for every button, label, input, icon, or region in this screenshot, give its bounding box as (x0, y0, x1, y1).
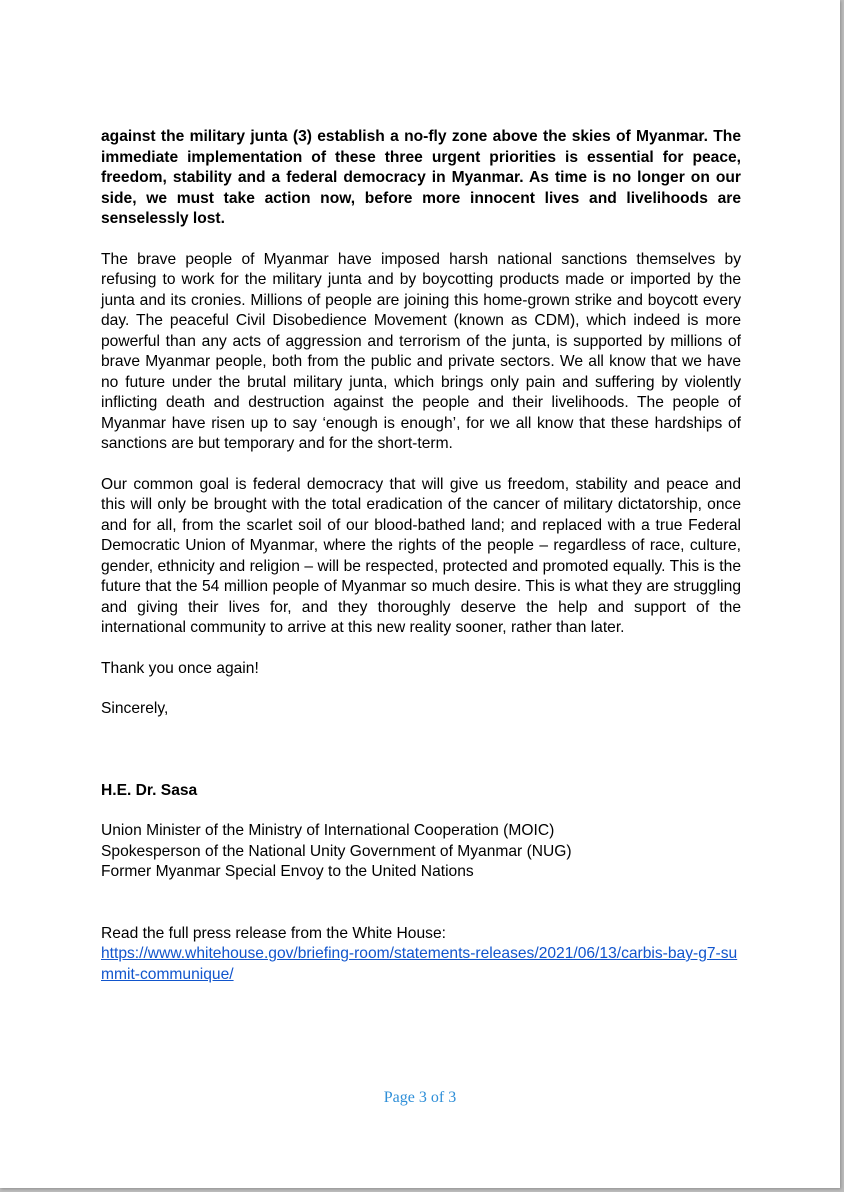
thanks-line: Thank you once again! (101, 659, 259, 677)
signatory-name: H.E. Dr. Sasa (101, 781, 198, 799)
role-line: Spokesperson of the National Unity Government of Myanmar (NUG) (101, 842, 572, 860)
bold-intro-paragraph: against the military junta (3) establish a no-fly zone above the skies of Myanmar. The immediate implementation of these three urgent priorities is essential for peace, freedom, stability and a federal democracy in Myanmar. As time is no longer on our side, we must take action now, before more innocent lives and livelihoods are senselessly lost. (101, 128, 741, 227)
closing-line: Sincerely, (101, 700, 169, 717)
sanctions-paragraph: The brave people of Myanmar have imposed harsh national sanctions themselves by refusing to work for the military junta and by boycotting products made or imported by the junta and its cronies. Millions of people are joining this home-grown strike and boycott every day. The peaceful Civil Disobedience Movement (known as CDM), which indeed is more powerful than any acts of aggression and terrorism of the junta, is supported by millions of brave Myanmar people, both from the public and private sectors. We all know that we have no future under the brutal military junta, which brings only pain and suffering by violently inflicting death and destruction against the people and their livelihoods. The people of Myanmar have risen up to say ‘enough is enough’, for we all know that these hardships of sanctions are but temporary and for the short-term. (101, 250, 741, 452)
press-release-intro: Read the full press release from the White House: (101, 924, 446, 942)
press-release-link[interactable]: https://www.whitehouse.gov/briefing-room/statements-releases/2021/06/13/carbis-bay-g7-summit-communique/ (101, 945, 738, 983)
page-number: Page 3 of 3 (383, 1089, 457, 1106)
role-line: Former Myanmar Special Envoy to the United Nations (101, 863, 474, 880)
role-line: Union Minister of the Ministry of International Cooperation (MOIC) (101, 822, 555, 839)
federal-democracy-paragraph: Our common goal is federal democracy that will give us freedom, stability and peace and this will only be brought with the total eradication of the cancer of military dictatorship, once and for all, from the scarlet soil of our blood-bathed land; and replaced with a true Federal Democratic Union of Myanmar, where the rights of the people – regardless of race, culture, gender, ethnicity and religion – will be respected, protected and promoted equally. This is the future that the 54 million people of Myanmar so much desire. This is what they are struggling and giving their lives for, and they thoroughly deserve the help and support of the international community to arrive at this new reality sooner, rather than later. (101, 475, 741, 636)
signatory-roles (101, 821, 741, 883)
letter-body (101, 127, 741, 985)
